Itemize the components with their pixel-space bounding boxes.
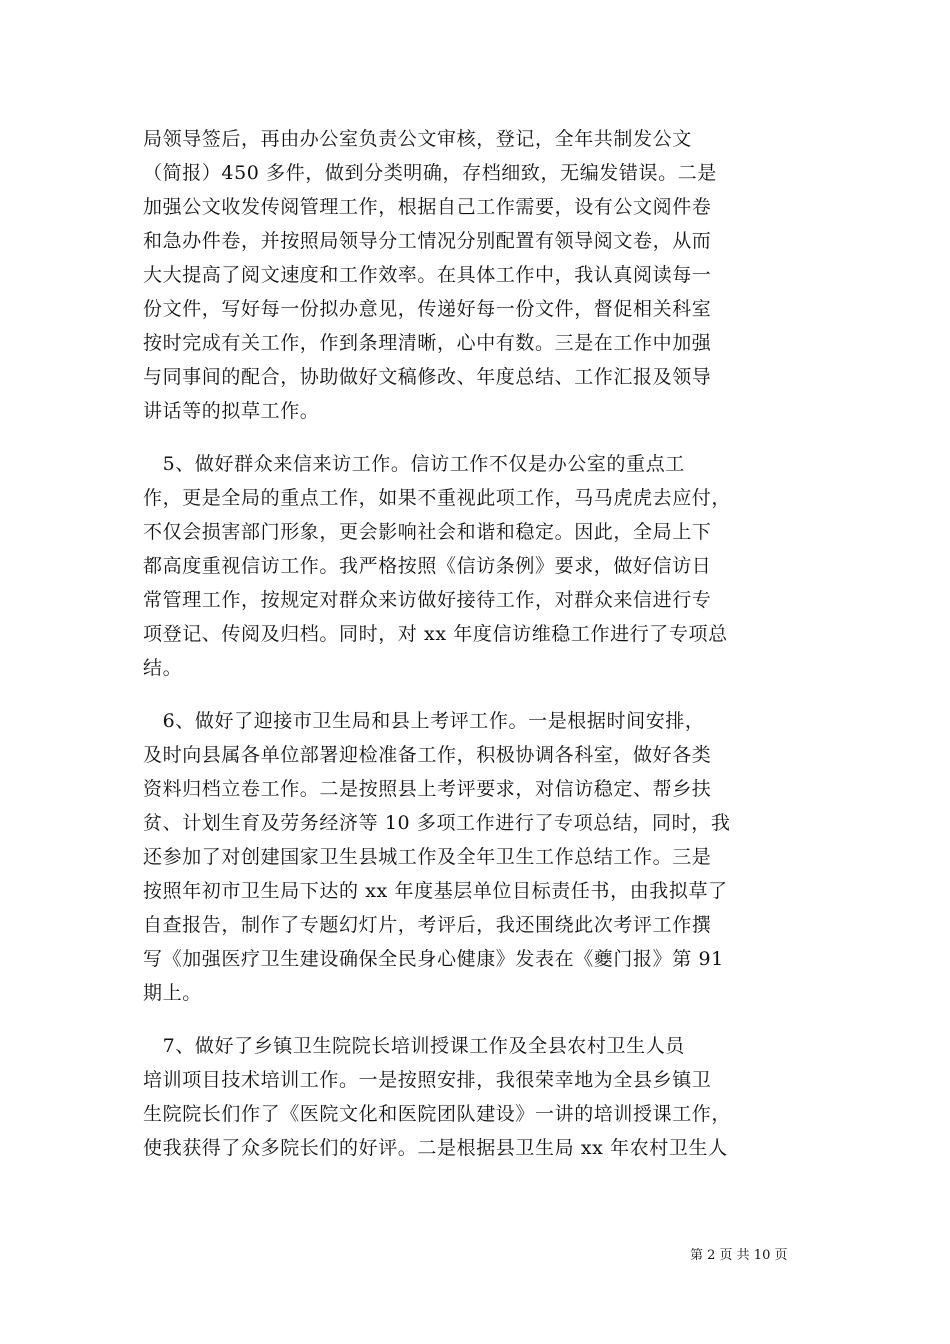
text-line: 自查报告，制作了专题幻灯片，考评后，我还围绕此次考评工作撰 — [143, 914, 712, 936]
text-line: 6、做好了迎接市卫生局和县上考评工作。一是根据时间安排， — [143, 710, 705, 732]
text-line: 写《加强医疗卫生建设确保全民身心健康》发表在《夔门报》第 91 — [143, 948, 724, 970]
text-line: 份文件，写好每一份拟办意见，传递好每一份文件，督促相关科室 — [143, 298, 712, 320]
paragraph — [143, 1029, 809, 1165]
text-line: 资料归档立卷工作。二是按照县上考评要求，对信访稳定、帮乡扶 — [143, 778, 712, 800]
page-number: 第 2 页 共 10 页 — [690, 1248, 788, 1263]
text-line: 项登记、传阅及归档。同时，对 xx 年度信访维稳工作进行了专项总 — [143, 623, 728, 645]
text-line: 使我获得了众多院长们的好评。二是根据县卫生局 xx 年农村卫生人 — [143, 1137, 728, 1159]
text-line: 常管理工作，按规定对群众来访做好接待工作，对群众来信进行专 — [143, 589, 712, 611]
text-line: 期上。 — [143, 982, 202, 1004]
text-line: 加强公文收发传阅管理工作，根据自己工作需要，设有公文阅件卷 — [143, 196, 712, 218]
paragraph — [143, 122, 809, 428]
text-line: 大大提高了阅文速度和工作效率。在具体工作中，我认真阅读每一 — [143, 264, 712, 286]
text-line: 按时完成有关工作，作到条理清晰，心中有数。三是在工作中加强 — [143, 332, 712, 354]
text-line: 都高度重视信访工作。我严格按照《信访条例》要求，做好信访日 — [143, 555, 712, 577]
text-line: 结。 — [143, 657, 183, 679]
text-line: 与同事间的配合，协助做好文稿修改、年度总结、工作汇报及领导 — [143, 366, 712, 388]
text-line: 作，更是全局的重点工作，如果不重视此项工作，马马虎虎去应付， — [143, 487, 732, 509]
text-line: 讲话等的拟草工作。 — [143, 400, 320, 422]
text-line: 还参加了对创建国家卫生县城工作及全年卫生工作总结工作。三是 — [143, 846, 712, 868]
text-line: 按照年初市卫生局下达的 xx 年度基层单位目标责任书，由我拟草了 — [143, 880, 728, 902]
paragraph — [143, 704, 809, 1010]
text-line: 7、做好了乡镇卫生院院长培训授课工作及全县农村卫生人员 — [143, 1035, 685, 1057]
text-line: 不仅会损害部门形象，更会影响社会和谐和稳定。因此，全局上下 — [143, 521, 712, 543]
body-text — [143, 122, 809, 1165]
text-line: 5、做好群众来信来访工作。信访工作不仅是办公室的重点工 — [143, 453, 685, 475]
text-line: 生院院长们作了《医院文化和医院团队建设》一讲的培训授课工作， — [143, 1103, 732, 1125]
paragraph — [143, 447, 809, 685]
text-line: 及时向县属各单位部署迎检准备工作，积极协调各科室，做好各类 — [143, 744, 712, 766]
text-line: 培训项目技术培训工作。一是按照安排，我很荣幸地为全县乡镇卫 — [143, 1069, 712, 1091]
text-line: 贫、计划生育及劳务经济等 10 多项工作进行了专项总结，同时，我 — [143, 812, 731, 834]
text-line: 和急办件卷，并按照局领导分工情况分别配置有领导阅文卷，从而 — [143, 230, 712, 252]
text-line: 局领导签后，再由办公室负责公文审核，登记，全年共制发公文 — [143, 128, 692, 150]
text-line: （简报）450 多件，做到分类明确，存档细致，无编发错误。二是 — [143, 162, 717, 184]
